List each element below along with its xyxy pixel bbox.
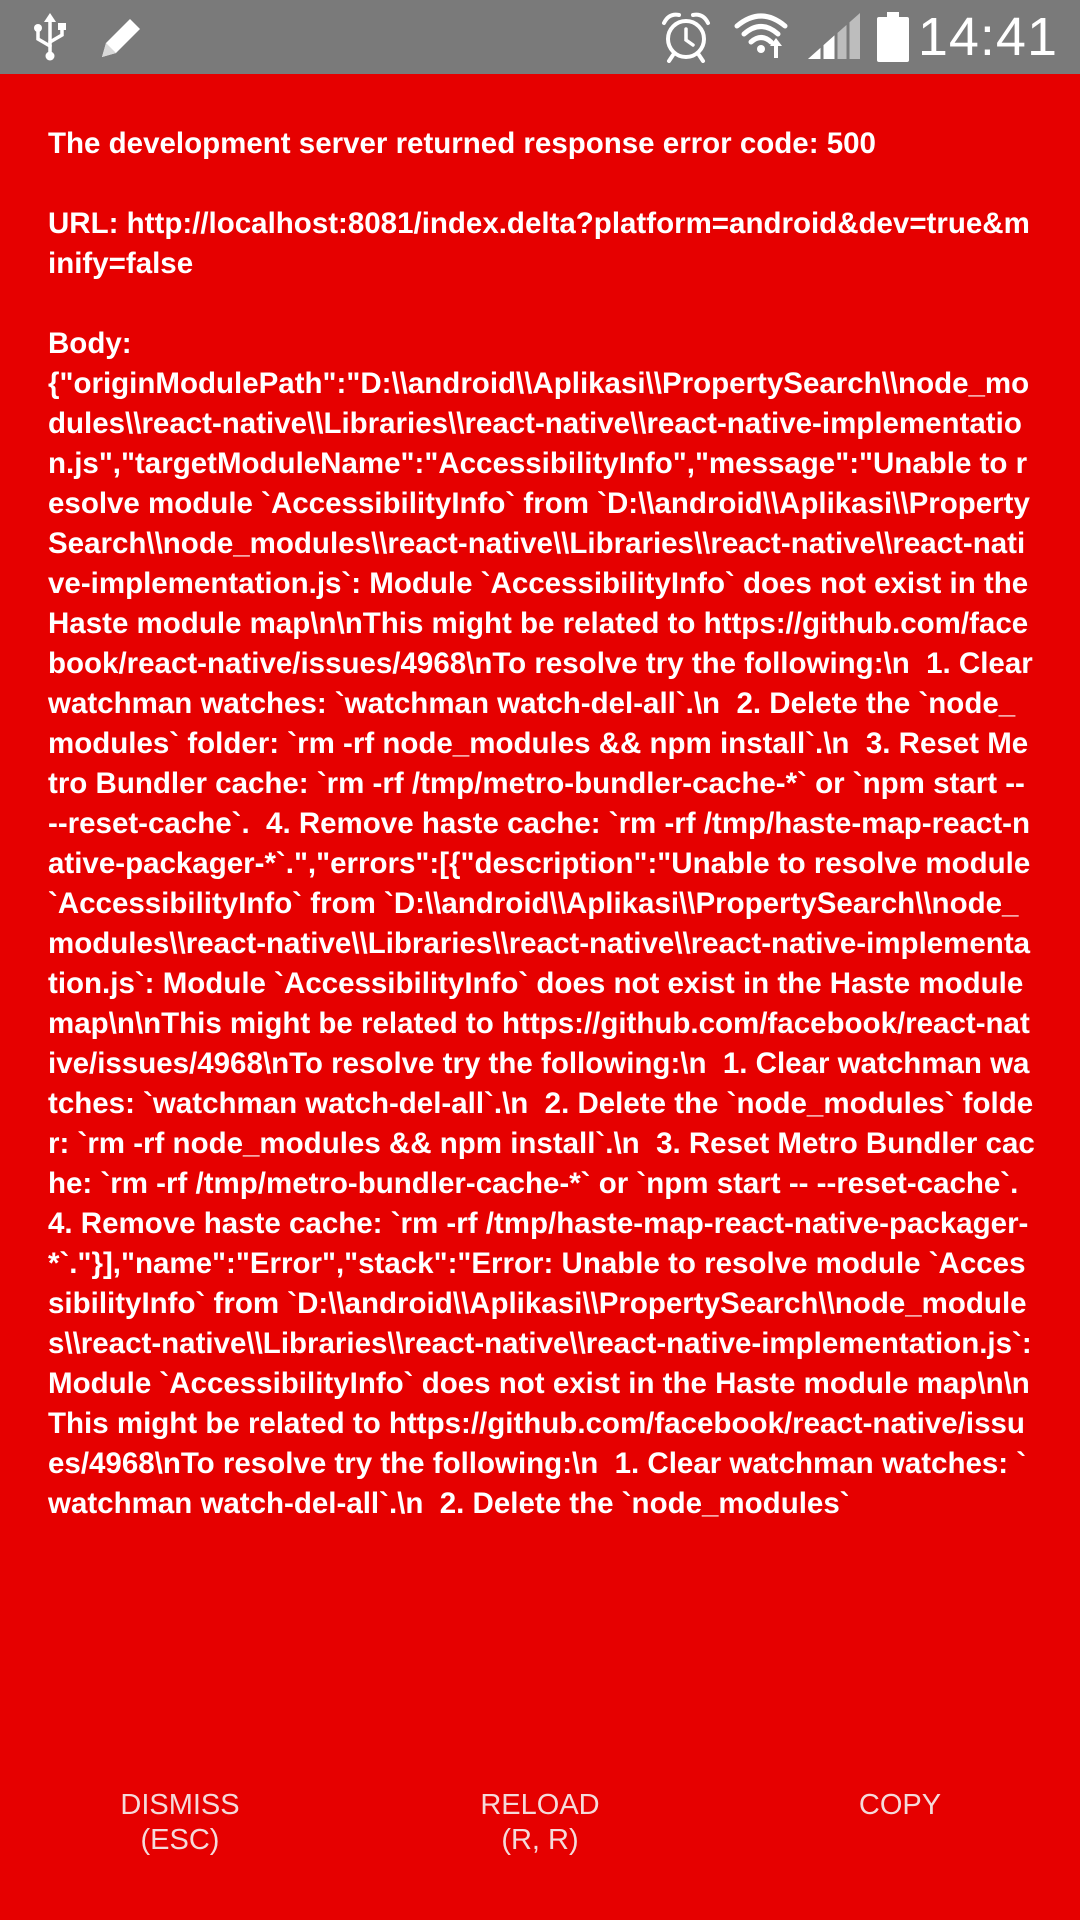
dismiss-button-label: DISMISS <box>120 1789 240 1821</box>
dismiss-button[interactable] <box>30 1788 330 1858</box>
battery-icon <box>877 12 909 62</box>
dismiss-button-shortcut: (ESC) <box>140 1824 220 1856</box>
usb-icon <box>30 13 70 61</box>
reload-button-label: RELOAD <box>480 1789 600 1821</box>
error-message-text: The development server returned response error code: 500 URL: http://localhost:8081/index.delta?platform=android&dev=true&minify=false Body: {"originModulePath":"D:\\android\\Aplikasi\\PropertySearch\\node_modules\\react-native\\Libraries\\react-native\\react-native-implementation.js","targetModuleName":"AccessibilityInfo","message":"Unable to resolve module `AccessibilityInfo` from `D:\\android\\Aplikasi\\PropertySearch\\node_modules\\react-native\\Libraries\\react-native\\react-native-implementation.js`: Module `AccessibilityInfo` does not exist in the Haste module map\n\nThis might be related to https://github.com/facebook/react-native/issues/4968\nTo resolve try the following:\n 1. Clear watchman watches: `watchman watch-del-all`.\n 2. Delete the `node_modules` folder: `rm -rf node_modules && npm install`.\n 3. Reset Metro Bundler cache: `rm -rf /tmp/metro-bundler-cache-*` or `npm start -- --reset-cache`. 4. Remove haste cache: `rm -rf /tmp/haste-map-react-native-packager-*`.","errors":[{"description":"Unable to resolve module `AccessibilityInfo` from `D:\\android\\Aplikasi\\PropertySearch\\node_modules\\react-native\\Libraries\\react-native\\react-native-implementation.js`: Module `AccessibilityInfo` does not exist in the Haste module map\n\nThis might be related to https://github.com/facebook/react-native/issues/4968\nTo resolve try the following:\n 1. Clear watchman watches: `watchman watch-del-all`.\n 2. Delete the `node_modules` folder: `rm -rf node_modules && npm install`.\n 3. Reset Metro Bundler cache: `rm -rf /tmp/metro-bundler-cache-*` or `npm start -- --reset-cache`. 4. Remove haste cache: `rm -rf /tmp/haste-map-react-native-packager-*`."}],"name":"Error","stack":"Error: Unable to resolve module `AccessibilityInfo` from `D:\\android\\Aplikasi\\PropertySearch\\node_modules\\react-native\\Libraries\\react-native\\react-native-implementation.js`: Module `AccessibilityInfo` does not exist in the Haste module map\n\nThis might be related to https://github.com/facebook/react-native/issues/4968\nTo resolve try the following:\n 1. Clear watchman watches: `watchman watch-del-all`.\n 2. Delete the `node_modules` <box>48 127 1035 1520</box>
error-message-area[interactable] <box>0 74 1080 1746</box>
wifi-icon <box>733 10 789 62</box>
signal-icon <box>808 13 860 61</box>
status-time: 14:41 <box>917 7 1058 67</box>
status-bar <box>0 0 1080 74</box>
copy-button-label: COPY <box>858 1789 942 1821</box>
reload-button-shortcut: (R, R) <box>501 1824 579 1856</box>
reload-button[interactable] <box>390 1788 690 1858</box>
pencil-icon <box>98 13 146 61</box>
copy-button[interactable] <box>750 1788 1050 1823</box>
action-button-bar <box>0 1746 1080 1920</box>
alarm-icon <box>661 11 711 63</box>
